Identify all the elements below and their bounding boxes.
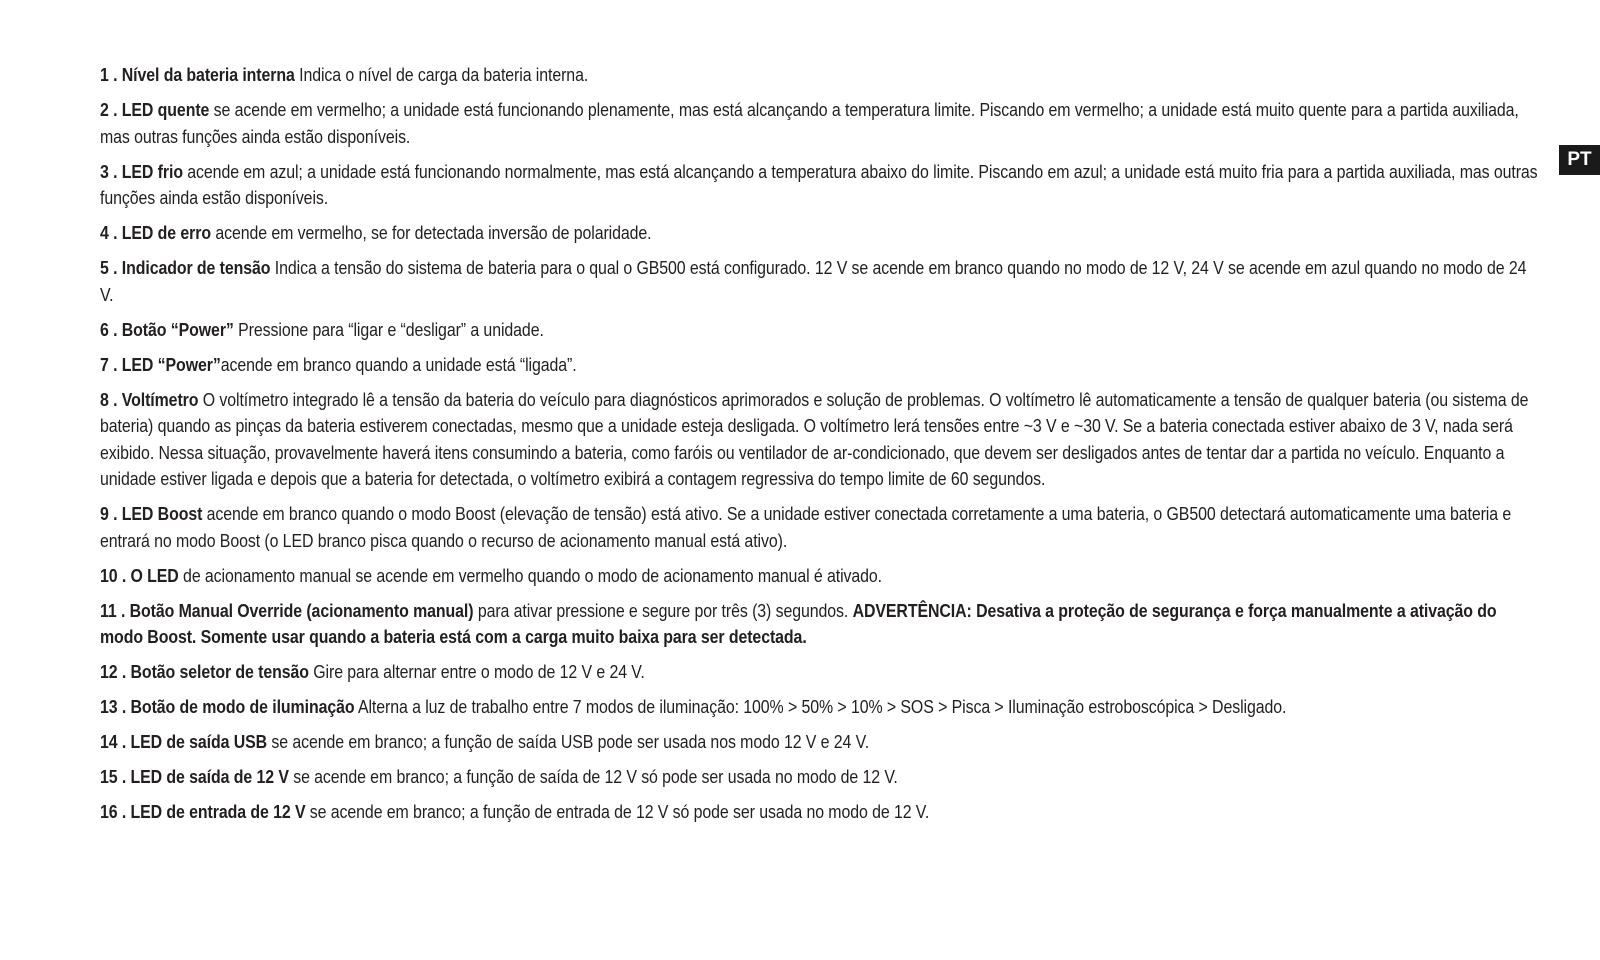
item-text: acende em vermelho, se for detectada inversão de polaridade. — [211, 222, 652, 243]
item-text: Indica a tensão do sistema de bateria para o qual o GB500 está configurado. 12 V se acende em branco quando no modo de 12 V, 24 V se acende em azul quando no modo de 24 V. — [100, 257, 1527, 305]
feature-list — [100, 62, 1540, 834]
item-heading: 12 . Botão seletor de tensão — [100, 661, 309, 682]
item-text: se acende em branco; a função de saída USB pode ser usada nos modo 12 V e 24 V. — [267, 731, 870, 752]
item-heading: 14 . LED de saída USB — [100, 731, 268, 752]
list-item — [100, 62, 1541, 89]
item-text: acende em azul; a unidade está funcionando normalmente, mas está alcançando a temperatura abaixo do limite. Piscando em azul; a unidade está muito fria para a partida auxiliada, mas outras funções ainda estão disponíveis. — [100, 160, 1538, 208]
warning-text: ADVERTÊNCIA: Desativa a proteção de segurança e força manualmente a ativação do modo Boost. Somente usar quando a bateria está com a carga muito baixa para ser detectada. — [100, 599, 1497, 647]
list-item — [100, 352, 1541, 379]
list-item — [100, 255, 1541, 308]
list-item — [100, 387, 1541, 493]
item-heading: 15 . LED de saída de 12 V — [100, 766, 289, 787]
item-text: O voltímetro integrado lê a tensão da bateria do veículo para diagnósticos aprimorados e solução de problemas. O voltímetro lê automaticamente a tensão de qualquer bateria (ou sistema de bateria) quando as pinças da bateria estiverem conectadas, mesmo que a unidade esteja desligada. O voltímetro lerá tensões entre ~3 V e ~30 V. Se a bateria conectada estiver abaixo de 3 V, nada será exibido. Nessa situação, provavelmente haverá itens consumindo a bateria, como faróis ou ventilador de ar-condicionado, que devem ser desligados antes de tentar dar a partida no veículo. Enquanto a unidade estiver ligada e depois que a bateria for detectada, o voltímetro exibirá a contagem regressiva do tempo limite de 60 segundos. — [100, 388, 1529, 489]
item-heading: 1 . Nível da bateria interna — [100, 64, 295, 85]
language-tab: PT — [1559, 145, 1600, 175]
item-heading: 16 . LED de entrada de 12 V — [100, 801, 306, 822]
list-item — [100, 159, 1541, 212]
list-item — [100, 563, 1541, 590]
item-text: acende em branco quando o modo Boost (elevação de tensão) está ativo. Se a unidade estiver conectada corretamente a uma bateria, o GB500 detectará automaticamente uma bateria e entrará no modo Boost (o LED branco pisca quando o recurso de acionamento manual está ativo). — [100, 503, 1512, 551]
list-item — [100, 501, 1541, 554]
list-item — [100, 317, 1541, 344]
list-item — [100, 598, 1541, 651]
item-heading: 10 . O LED — [100, 564, 179, 586]
item-heading: 11 . Botão Manual Override (acionamento manual) — [100, 599, 474, 621]
item-heading: 6 . Botão “Power” — [100, 318, 234, 340]
item-heading: 8 . Voltímetro — [100, 388, 199, 410]
list-item — [100, 694, 1541, 721]
list-item — [100, 97, 1541, 150]
item-heading: 2 . LED quente — [100, 99, 210, 120]
item-heading: 9 . LED Boost — [100, 503, 203, 524]
item-text: para ativar pressione e segure por três (3) segundos. — [473, 599, 853, 621]
item-heading: 3 . LED frio — [100, 160, 183, 182]
list-item — [100, 799, 1541, 826]
list-item — [100, 659, 1541, 686]
item-text: Alterna a luz de trabalho entre 7 modos de iluminação: 100% > 50% > 10% > SOS > Pisca > Iluminação estroboscópica > Desligado. — [354, 696, 1287, 717]
item-text: Indica o nível de carga da bateria interna. — [294, 64, 589, 85]
item-text: de acionamento manual se acende em vermelho quando o modo de acionamento manual é ativado. — [178, 564, 883, 586]
item-text: se acende em vermelho; a unidade está funcionando plenamente, mas está alcançando a temperatura limite. Piscando em vermelho; a unidade está muito quente para a partida auxiliada, mas outras funções ainda estão disponíveis. — [100, 99, 1519, 147]
item-text: se acende em branco; a função de saída de 12 V só pode ser usada no modo de 12 V. — [288, 766, 898, 787]
item-text: acende em branco quando a unidade está “ligada”. — [220, 353, 577, 375]
item-text: se acende em branco; a função de entrada de 12 V só pode ser usada no modo de 12 V. — [305, 801, 930, 822]
item-heading: 13 . Botão de modo de iluminação — [100, 696, 355, 717]
item-heading: 5 . Indicador de tensão — [100, 257, 271, 278]
item-heading: 7 . LED “Power” — [100, 353, 221, 375]
list-item — [100, 729, 1541, 756]
item-heading: 4 . LED de erro — [100, 222, 212, 243]
list-item — [100, 220, 1541, 247]
item-text: Pressione para “ligar e “desligar” a unidade. — [233, 318, 544, 340]
list-item — [100, 764, 1541, 791]
item-text: Gire para alternar entre o modo de 12 V e 24 V. — [308, 661, 645, 682]
